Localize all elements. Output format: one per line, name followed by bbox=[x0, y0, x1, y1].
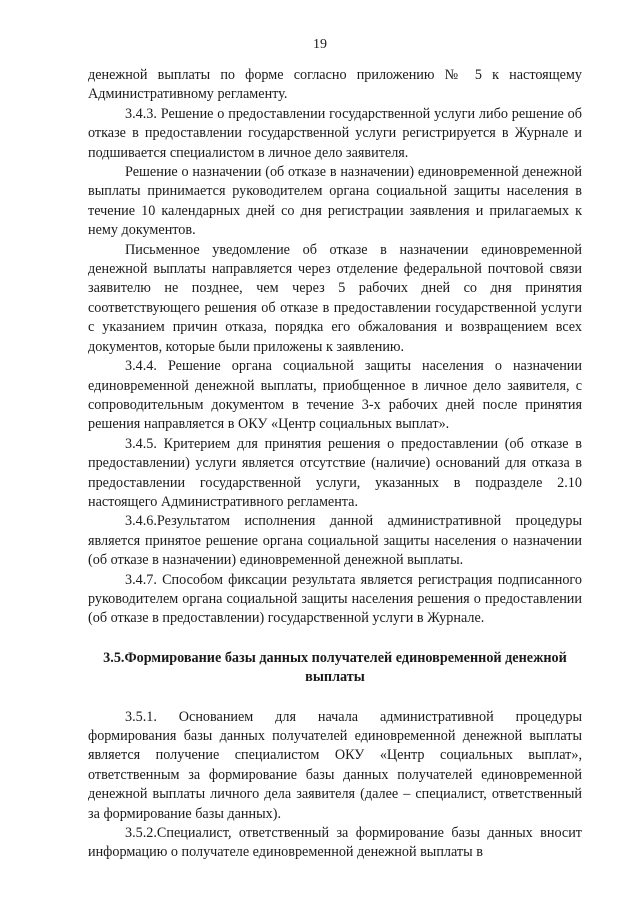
paragraph-continuation: денежной выплаты по форме согласно приложению № 5 к настоящему Административному регламенту. bbox=[88, 67, 582, 103]
paragraph-3-4-7: 3.4.7. Способом фиксации результата является регистрация подписанного руководителем органа социальной защиты населения решения о предоставлении (об отказе в предоставлении) государственной услуги в Журнале. bbox=[88, 571, 582, 627]
document-body bbox=[88, 66, 582, 863]
paragraph-refusal-notice: Письменное уведомление об отказе в назначении единовременной денежной выплаты направляется через отделение федеральной почтовой связи заявителю не позднее, чем через 5 рабочих дней со дня принятия соответствующего решения об отказе в предоставлении государственной услуги с указанием причин отказа, порядка его обжалования и возвращением всех документов, которые были приложены к заявлению. bbox=[88, 241, 582, 355]
section-heading-3-5: 3.5.Формирование базы данных получателей единовременной денежной выплаты bbox=[103, 649, 567, 686]
paragraph-3-4-6: 3.4.6.Результатом исполнения данной административной процедуры является принятое решение органа социальной защиты населения о назначении (об отказе в назначении) единовременной денежной выплаты. bbox=[88, 513, 582, 569]
paragraph-3-4-3: 3.4.3. Решение о предоставлении государственной услуги либо решение об отказе в предоставлении государственной услуги регистрируется в Журнале и подшивается специалистом в личное дело заявителя. bbox=[88, 105, 582, 161]
page-number: 19 bbox=[313, 37, 327, 52]
paragraph-decision-term: Решение о назначении (об отказе в назначении) единовременной денежной выплаты принимается руководителем органа социальной защиты населения в течение 10 календарных дней со дня регистрации заявления и прилагаемых к нему документов. bbox=[88, 164, 582, 239]
paragraph-3-5-1: 3.5.1. Основанием для начала административной процедуры формирования базы данных получателей единовременной денежной выплаты является получение специалистом ОКУ «Центр социальных выплат», ответственным за формирование базы данных получателей единовременной денежной выплаты личного дела заявителя (далее – специалист, ответственный за формирование базы данных). bbox=[88, 708, 582, 822]
paragraph-3-4-5: 3.4.5. Критерием для принятия решения о предоставлении (об отказе в предоставлении) услуги является отсутствие (наличие) оснований для отказа в предоставлении государственной услуги, указанных в подразделе 2.10 настоящего Административного регламента. bbox=[88, 435, 582, 510]
paragraph-3-4-4: 3.4.4. Решение органа социальной защиты населения о назначении единовременной денежной выплаты, приобщенное в личное дело заявителя, с сопроводительным документом в течение 3-х рабочих дней после принятия решения направляется в ОКУ «Центр социальных выплат». bbox=[88, 358, 582, 433]
paragraph-3-5-2: 3.5.2.Специалист, ответственный за формирование базы данных вносит информацию о получателе единовременной денежной выплаты в bbox=[88, 825, 582, 861]
